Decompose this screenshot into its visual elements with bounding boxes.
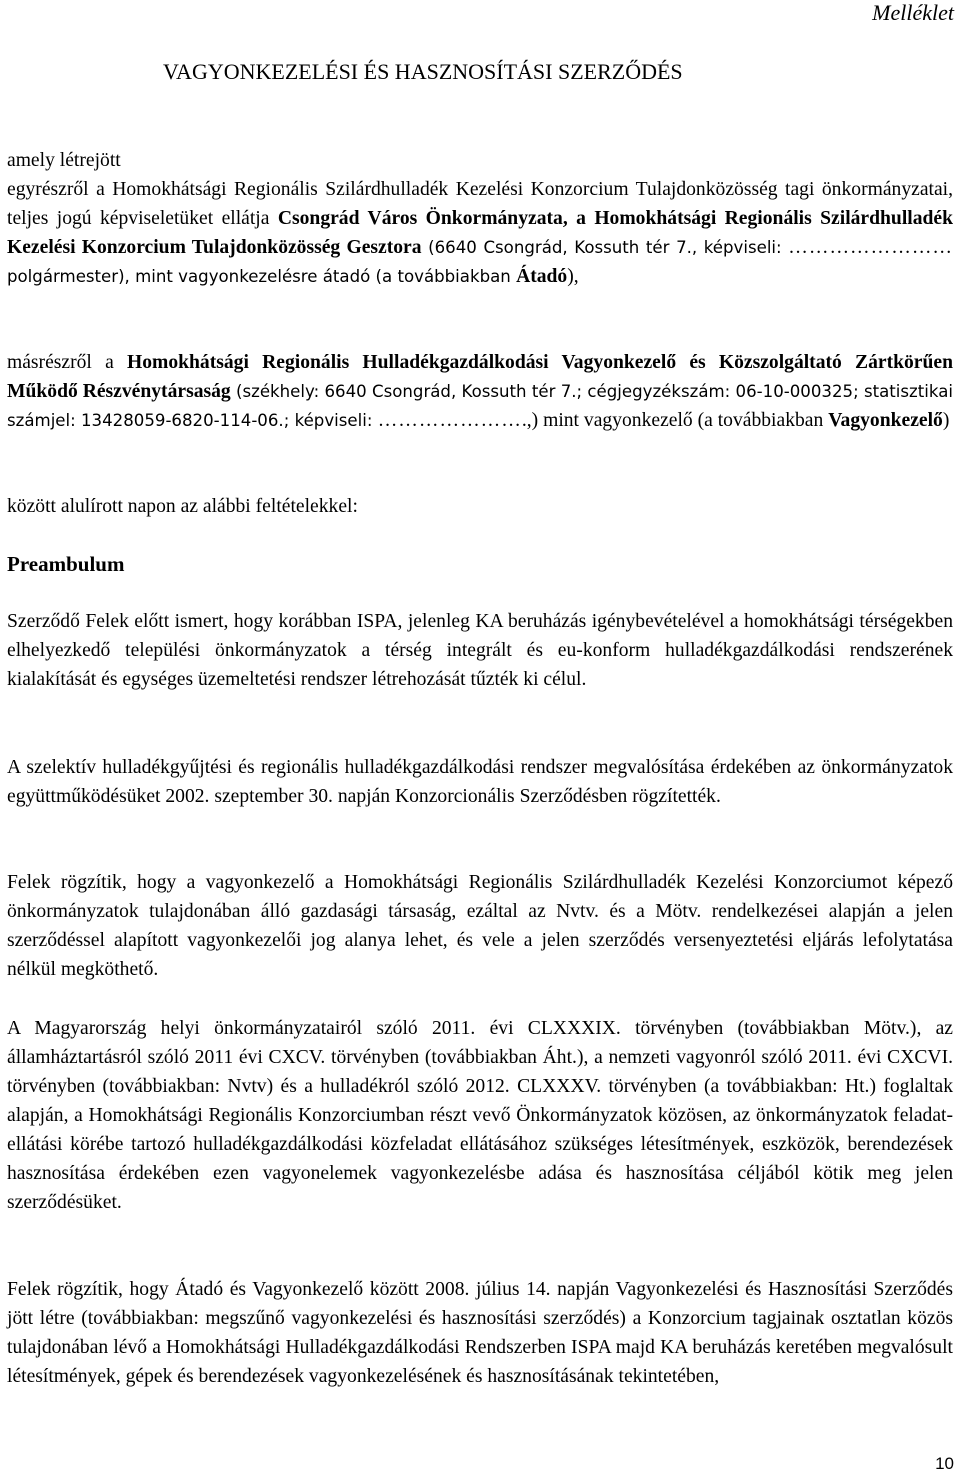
intro-role: polgármester), mint vagyonkezelésre átadó (a továbbiakban (7, 267, 517, 286)
party2-dots: ………………… (377, 410, 522, 431)
page-number: 10 (935, 1454, 954, 1473)
intro-text: egyrészről a Homokhátsági Regionális Szilárdhulladék Kezelési Konzorcium Tulajdonközösség tagi önkormányzatai, teljes jogú képviseletüket ellátja (7, 179, 953, 229)
intro-end: ), (567, 266, 579, 287)
between-line: között alulírott napon az alábbi feltételekkel: (7, 496, 358, 517)
party2-company-bold: Homokhátsági Regionális Hulladékgazdálkodási Vagyonkezelő és Közszolgáltató Zártkörűen Működő Részvénytársaság (7, 352, 953, 402)
paragraph-1: Szerződő Felek előtt ismert, hogy korábban ISPA, jelenleg KA beruházás igénybevételével a homokhátsági térségekben elhelyezkedő települési önkormányzatok a térség integrált és eu-konform hulladékgazdálkodási rendszerének kialakítását és egységes üzemeltetési rendszer létrehozását tűzték ki célul. (7, 611, 953, 690)
paragraph-3: Felek rögzítik, hogy a vagyonkezelő a Homokhátsági Regionális Szilárdhulladék Kezelési Konzorciumot képező önkormányzatok tulajdonában álló gazdasági társaság, ezáltal az Nvtv. és a Mötv. rendelkezései alapján a jelen szerződéssel alapított vagyonkezelői jog alanya lehet, és vele a jelen szerződés versenyeztetési eljárás lefolytatása nélkül megköthető. (7, 872, 953, 980)
paragraph-4: A Magyarország helyi önkormányzatairól szóló 2011. évi CLXXXIX. törvényben (továbbiakban Mötv.), az államháztartásról szóló 2011 évi CXCV. törvényben (továbbiakban Áht.), a nemzeti vagyonról szóló 2011. évi CXCVI. törvényben (továbbiakban: Nvtv) és a hulladékról szóló 2012. CLXXXV. törvényben (a továbbiakban: Ht.) foglaltak alapján, a Homokhátsági Regionális Konzorciumban részt vevő Önkormányzatok közösen, az önkormányzatok feladat-ellátási körébe tartozó hulladékgazdálkodási közfeladat ellátásához szükséges létesítmények, eszközök, berendezések hasznosítása érdekében ezen vagyonelemek vagyonkezelésbe adása és hasznosítása céljából kötik meg jelen szerződésüket. (7, 1018, 953, 1213)
intro-line: amely létrejött (7, 150, 121, 171)
annex-label: Melléklet (872, 0, 954, 25)
intro-address: (6640 Csongrád, Kossuth tér 7., képviseli: (421, 238, 789, 257)
party2-paragraph (7, 348, 953, 435)
party2-details: (székhely: 6640 Csongrád, Kossuth tér 7.; cégjegyzékszám: 06-10-000325; statisztikai számjel: 13428059-6820-114-06.; képviseli: (7, 382, 953, 430)
party2-end: ) (942, 410, 950, 431)
party2-role: .,) mint vagyonkezelő (a továbbiakban (521, 410, 829, 431)
paragraph-5: Felek rögzítik, hogy Átadó és Vagyonkezelő között 2008. július 14. napján Vagyonkezelési és Hasznosítási Szerződés jött létre (továbbiakban: megszűnő vagyonkezelési és hasznosítási szerződés) a Konzorcium tagjainak osztatlan közös tulajdonában lévő a Homokhátsági Hulladékgazdálkodási Rendszerben ISPA majd KA beruházás keretében megvalósult létesítmények, gépek és berendezések vagyonkezelésének és hasznosításának tekintetében, (7, 1279, 953, 1387)
intro-party-bold: Csongrád Város Önkormányzata, a Homokhátsági Regionális Szilárdhulladék Kezelési Konzorcium Tulajdonközösség Gesztora (7, 208, 953, 258)
preamble-heading: Preambulum (7, 552, 125, 576)
paragraph-2: A szelektív hulladékgyűjtési és regionális hulladékgazdálkodási rendszer megvalósítása érdekében az önkormányzatok együttműködésüket 2002. szeptember 30. napján Konzorcionális Szerződésben rögzítették. (7, 757, 953, 807)
document-title: VAGYONKEZELÉSI ÉS HASZNOSÍTÁSI SZERZŐDÉS (163, 59, 683, 84)
intro-dots: …………………… (788, 237, 953, 258)
party2-text: másrészről a (7, 352, 127, 373)
intro-role-bold: Átadó (516, 266, 568, 287)
party2-role-bold: Vagyonkezelő (828, 410, 943, 431)
intro-paragraph (7, 146, 953, 291)
